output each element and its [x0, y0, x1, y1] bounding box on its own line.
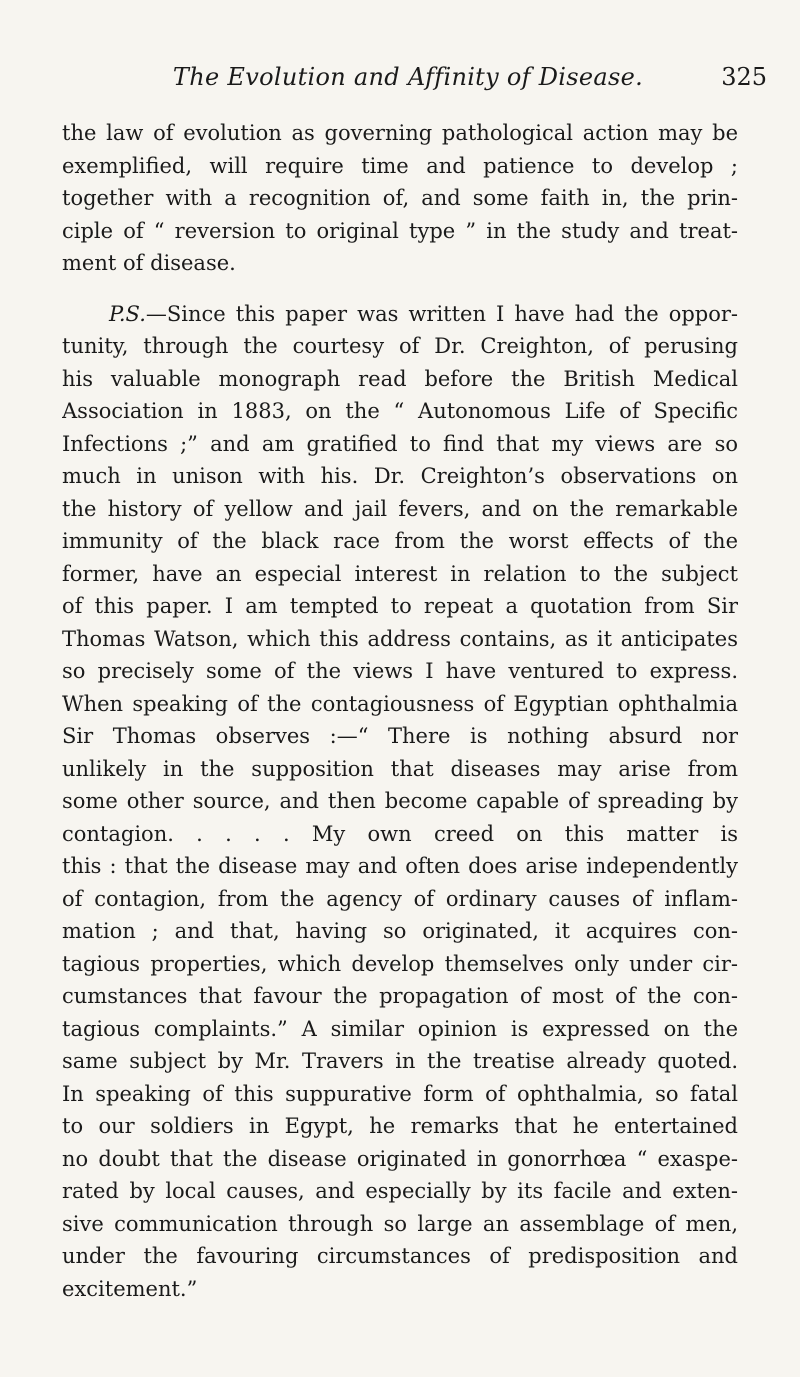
text-line: former, have an especial interest in relation to the subject: [62, 561, 738, 586]
text-line: of this paper. I am tempted to repeat a quotation from Sir: [62, 594, 738, 618]
postscript-label: P.S.: [109, 301, 146, 326]
paragraph-gap: [62, 280, 738, 298]
text-line: his valuable monograph read before the British Medical: [62, 366, 738, 391]
text-line: excitement.”: [62, 1276, 198, 1301]
text-line: to our soldiers in Egypt, he remarks that he entertained: [62, 1114, 738, 1138]
paragraph-postscript: [62, 298, 738, 1306]
text-line: under the favouring circumstances of predisposition and: [62, 1244, 738, 1268]
text-line: much in unison with his. Dr. Creighton’s observations on: [62, 464, 738, 488]
postscript-opening: —Since this paper was written I have had the oppor-: [145, 301, 738, 326]
text-line: no doubt that the disease originated in gonorrhœa “ exaspe-: [62, 1146, 738, 1171]
paragraph-evolution: [62, 117, 738, 280]
text-line: same subject by Mr. Travers in the treatise already quoted.: [62, 1049, 738, 1073]
text-line: Infections ;” and am gratified to find that my views are so: [62, 431, 738, 456]
text-line: exemplified, will require time and patience to develop ;: [62, 153, 738, 178]
text-line: contagion. . . . . My own creed on this matter is: [62, 821, 738, 846]
text-line: tagious properties, which develop themselves only under cir-: [62, 951, 738, 976]
text-line: Sir Thomas observes :—“ There is nothing absurd nor: [62, 724, 738, 748]
text-line: immunity of the black race from the worst effects of the: [62, 529, 738, 553]
text-line: this : that the disease may and often does arise independently: [62, 854, 738, 878]
text-line: Association in 1883, on the “ Autonomous Life of Specific: [62, 399, 738, 423]
text-line: cumstances that favour the propagation of most of the con-: [62, 984, 738, 1008]
text-line: mation ; and that, having so originated, it acquires con-: [62, 919, 738, 943]
text-line: the history of yellow and jail fevers, and on the remarkable: [62, 496, 738, 521]
body-text: [62, 117, 738, 1305]
text-line: When speaking of the contagiousness of Egyptian ophthalmia: [62, 691, 738, 716]
page-number: 325: [721, 63, 767, 91]
text-line: so precisely some of the views I have ventured to express.: [62, 659, 738, 683]
text-line: some other source, and then become capable of spreading by: [62, 789, 738, 813]
text-line: of contagion, from the agency of ordinary causes of inflam-: [62, 886, 738, 911]
text-line: the law of evolution as governing pathological action may be: [62, 121, 738, 145]
running-title: The Evolution and Affinity of Disease.: [172, 63, 644, 91]
text-line: rated by local causes, and especially by its facile and exten-: [62, 1179, 738, 1203]
text-line: together with a recognition of, and some faith in, the prin-: [62, 186, 738, 210]
postscript-first-line: [62, 298, 738, 331]
text-line: unlikely in the supposition that diseases may arise from: [62, 756, 738, 781]
text-line: ment of disease.: [62, 251, 236, 275]
text-line: tunity, through the courtesy of Dr. Creighton, of perusing: [62, 334, 738, 358]
text-line: Thomas Watson, which this address contains, as it anticipates: [62, 626, 738, 651]
text-line: tagious complaints.” A similar opinion is expressed on the: [62, 1016, 738, 1041]
text-line: ciple of “ reversion to original type ” in the study and treat-: [62, 218, 738, 243]
text-line: In speaking of this suppurative form of ophthalmia, so fatal: [62, 1081, 738, 1106]
text-line: sive communication through so large an assemblage of men,: [62, 1211, 738, 1236]
